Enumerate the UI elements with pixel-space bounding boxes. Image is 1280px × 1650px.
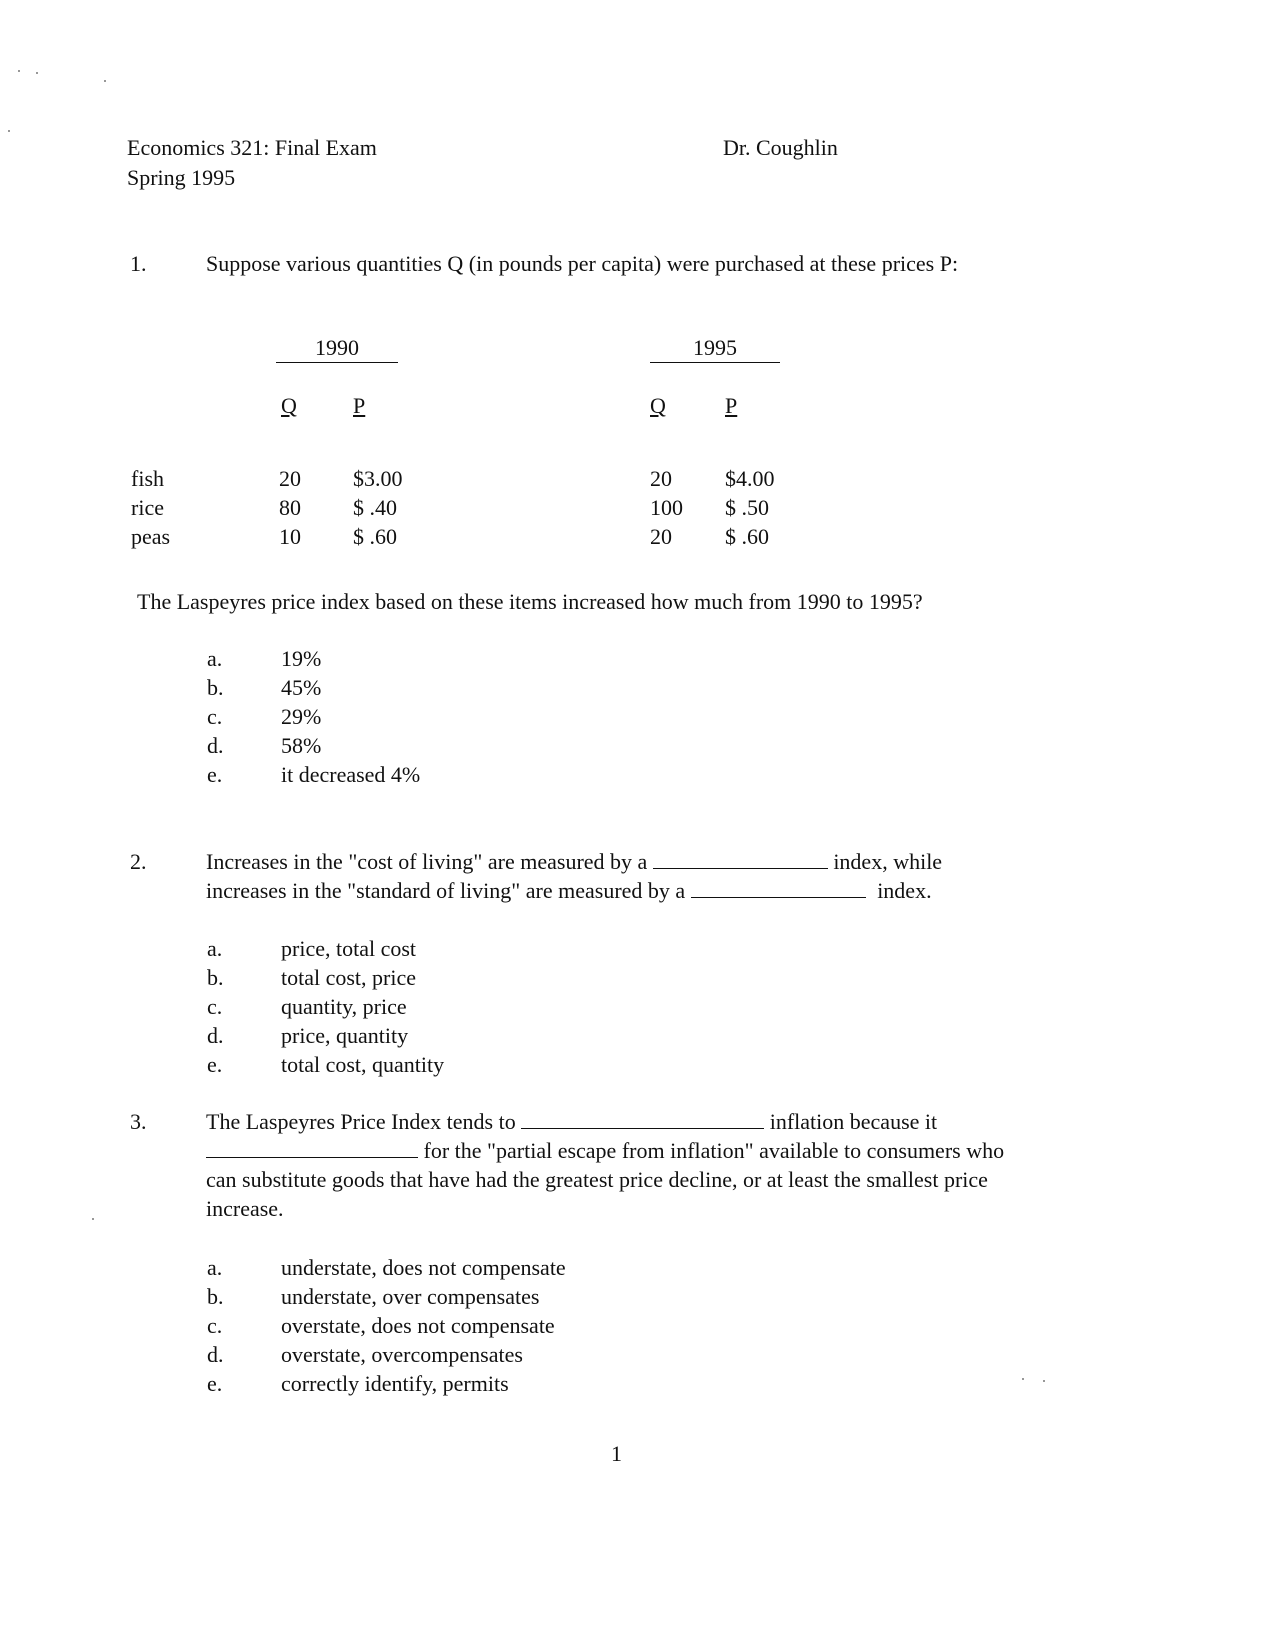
option-text: price, quantity [281, 1023, 409, 1048]
option-text: understate, over compensates [281, 1284, 540, 1309]
cell-p1990-rice: $ .40 [353, 495, 397, 520]
scan-speck [104, 80, 106, 82]
question-2-text: increases in the "standard of living" are measured by a [206, 878, 686, 903]
option-letter: c. [207, 704, 223, 729]
cell-p1990-fish: $3.00 [353, 466, 403, 491]
option-text: overstate, does not compensate [281, 1313, 555, 1338]
option-letter: b. [207, 1284, 224, 1309]
scan-speck [8, 130, 10, 132]
row-item-fish: fish [131, 466, 164, 491]
option-letter: a. [207, 1255, 223, 1280]
option-letter: d. [207, 1342, 224, 1367]
option-letter: b. [207, 965, 224, 990]
scan-speck [1043, 1380, 1045, 1382]
question-3-line-4: increase. [206, 1196, 284, 1221]
option-text: price, total cost [281, 936, 417, 961]
scan-speck [18, 70, 20, 72]
instructor-name: Dr. Coughlin [723, 135, 838, 160]
option-letter: d. [207, 1023, 224, 1048]
option-letter: b. [207, 675, 224, 700]
question-3-number: 3. [130, 1109, 147, 1134]
question-2-line-1 [206, 848, 942, 876]
scan-speck [92, 1218, 94, 1220]
option-text: understate, does not compensate [281, 1255, 566, 1280]
question-2-text: index, while [833, 849, 943, 874]
option-letter: d. [207, 733, 224, 758]
cell-p1990-peas: $ .60 [353, 524, 397, 549]
page-number: 1 [611, 1441, 622, 1466]
option-text: 19% [281, 646, 322, 671]
row-item-peas: peas [131, 524, 171, 549]
question-1-prompt: Suppose various quantities Q (in pounds per capita) were purchased at these prices P: [206, 251, 959, 276]
option-text: correctly identify, permits [281, 1371, 509, 1396]
scan-speck [36, 72, 38, 74]
cell-p1995-fish: $4.00 [725, 466, 775, 491]
col-header-p-1990: P [353, 393, 366, 418]
option-text: quantity, price [281, 994, 407, 1019]
option-letter: a. [207, 646, 223, 671]
question-3-line-2 [206, 1137, 1004, 1165]
question-2-text: index. [877, 878, 932, 903]
option-text: it decreased 4% [281, 762, 421, 787]
scan-speck [1022, 1378, 1024, 1380]
option-letter: c. [207, 1313, 223, 1338]
cell-q1995-fish: 20 [650, 466, 672, 491]
question-3-text: The Laspeyres Price Index tends to [206, 1109, 516, 1134]
question-2-line-2 [206, 877, 932, 905]
answer-blank [521, 1110, 764, 1129]
answer-blank [691, 879, 866, 898]
cell-q1990-fish: 20 [279, 466, 301, 491]
year-header-1995: 1995 [650, 334, 780, 363]
option-text: total cost, quantity [281, 1052, 445, 1077]
question-3-text: inflation because it [769, 1109, 938, 1134]
answer-blank [653, 850, 828, 869]
col-header-p-1995: P [725, 393, 738, 418]
cell-p1995-peas: $ .60 [725, 524, 769, 549]
row-item-rice: rice [131, 495, 164, 520]
option-text: 45% [281, 675, 322, 700]
cell-p1995-rice: $ .50 [725, 495, 769, 520]
answer-blank [206, 1139, 418, 1158]
cell-q1990-rice: 80 [279, 495, 301, 520]
col-header-q-1995: Q [650, 393, 666, 418]
question-3-line-1 [206, 1108, 937, 1136]
option-letter: c. [207, 994, 223, 1019]
exam-term: Spring 1995 [127, 165, 236, 190]
question-1-number: 1. [130, 251, 147, 276]
option-letter: e. [207, 762, 223, 787]
option-text: overstate, overcompensates [281, 1342, 523, 1367]
col-header-q-1990: Q [281, 393, 297, 418]
option-letter: e. [207, 1371, 223, 1396]
question-1-text: The Laspeyres price index based on these items increased how much from 1990 to 1995? [137, 589, 923, 614]
year-header-1990: 1990 [276, 334, 398, 363]
option-letter: a. [207, 936, 223, 961]
question-2-number: 2. [130, 849, 147, 874]
cell-q1995-peas: 20 [650, 524, 672, 549]
cell-q1995-rice: 100 [650, 495, 683, 520]
option-text: total cost, price [281, 965, 417, 990]
course-title: Economics 321: Final Exam [127, 135, 377, 160]
question-3-text: for the "partial escape from inflation" available to consumers who [423, 1138, 1005, 1163]
option-text: 29% [281, 704, 322, 729]
question-3-line-3: can substitute goods that have had the greatest price decline, or at least the smallest price [206, 1167, 988, 1192]
question-2-text: Increases in the "cost of living" are measured by a [206, 849, 648, 874]
option-letter: e. [207, 1052, 223, 1077]
option-text: 58% [281, 733, 322, 758]
cell-q1990-peas: 10 [279, 524, 301, 549]
